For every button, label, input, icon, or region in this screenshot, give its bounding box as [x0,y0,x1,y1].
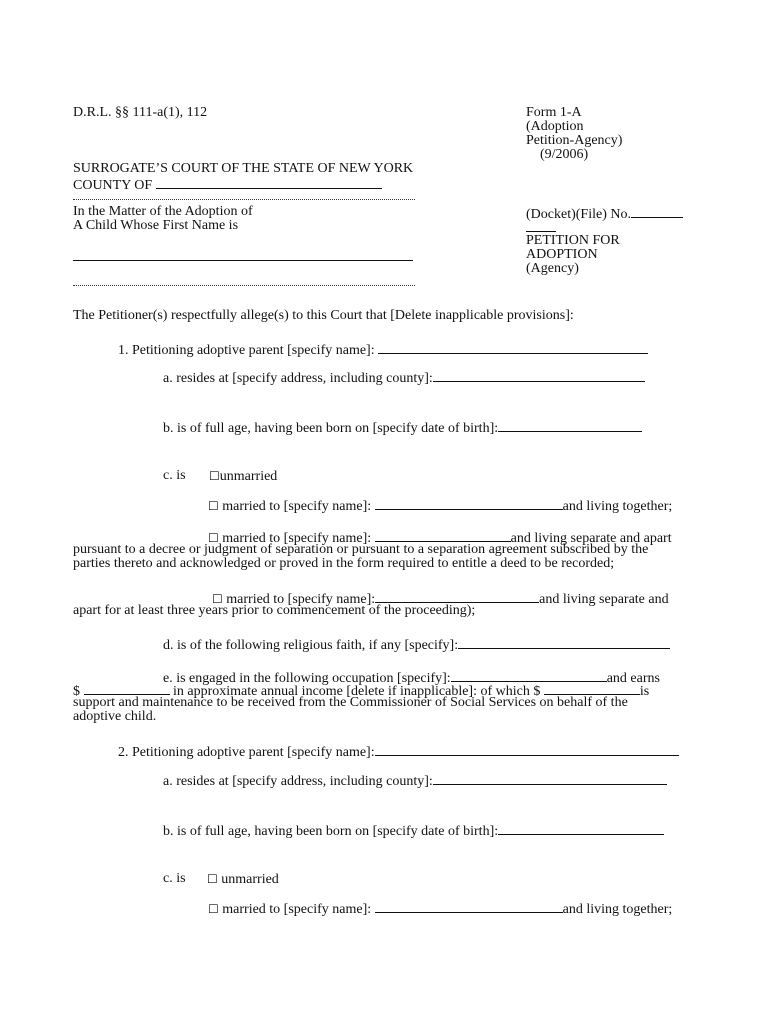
parent-2-married-together-option[interactable]: ☐ married to [specify name]: and living together; [208,902,673,917]
income-text-line-4: adoptive child. [73,709,157,724]
annual-income-blank[interactable] [84,682,170,695]
docket-blank[interactable] [631,205,683,218]
checkbox-icon[interactable]: ☐ [208,499,219,513]
parent-2-name-blank[interactable] [375,743,679,756]
form-number-line-2: (Adoption [526,119,584,134]
parent-1-unmarried-option[interactable]: ☐unmarried [209,469,278,484]
parent-2-dob-blank[interactable] [498,822,664,835]
income-line: $ in approximate annual income [delete if inapplicable]: of which $ is [73,684,650,699]
child-name-blank[interactable] [73,260,413,261]
parent-1-occupation: e. is engaged in the following occupation [specify]: and earns [163,671,660,686]
parent-2-age: b. is of full age, having been born on [specify date of birth]: [163,822,664,839]
petition-title-line-2: ADOPTION [526,247,598,262]
parent-1-spouse-separate-blank[interactable] [375,529,511,542]
checkbox-icon[interactable]: ☐ [208,531,219,545]
form-number-line-3: Petition-Agency) [526,133,623,148]
parent-2-spouse-together-blank[interactable] [375,900,563,913]
docket-line [526,205,683,222]
checkbox-icon[interactable]: ☐ [208,902,219,916]
parent-1-marital-label: c. is [163,468,186,483]
county-blank[interactable] [156,176,382,189]
caption-divider-bottom [73,285,415,286]
parent-2-unmarried-option[interactable]: ☐ unmarried [207,872,279,887]
form-number-line-1: Form 1-A [526,105,582,120]
parent-1-religion-blank[interactable] [458,636,670,649]
parent-1-age: b. is of full age, having been born on [specify date of birth]: [163,419,642,436]
court-name: SURROGATE’S COURT OF THE STATE OF NEW YORK [73,161,414,176]
parent-1-name-blank[interactable] [378,341,648,354]
parent-1-married-together-option[interactable]: ☐ married to [specify name]: and living together; [208,499,673,514]
checkbox-icon[interactable]: ☐ [212,592,223,606]
caption-divider-top [73,199,415,200]
form-number-line-4: (9/2006) [540,147,589,162]
parent-1-address-blank[interactable] [433,369,645,382]
petition-title-line-1: PETITION FOR [526,233,620,248]
matter-line-1: In the Matter of the Adoption of [73,204,253,219]
petition-title-line-3: (Agency) [526,261,579,276]
intro-statement: The Petitioner(s) respectfully allege(s) to this Court that [Delete inapplicable provisions]: [73,308,574,323]
parent-1-occupation-blank[interactable] [451,669,607,682]
docket-blank-2[interactable] [526,231,556,232]
section-1-heading: 1. Petitioning adoptive parent [specify name]: [118,341,648,358]
parent-1-married-separate-option[interactable]: ☐ married to [specify name]: and living separate and apart [208,531,672,546]
parent-1-three-years-option[interactable]: ☐ married to [specify name]: and living separate and [212,592,669,607]
parent-2-address-blank[interactable] [433,772,667,785]
separation-text-line-2: pursuant to a decree or judgment of separation or pursuant to a separation agreement subscribed by the [73,542,649,557]
docket-label: (Docket)(File) No. [526,207,631,222]
income-text-line-3: support and maintenance to be received from the Commissioner of Social Services on behalf of the [73,695,628,710]
parent-2-residence: a. resides at [specify address, including county]: [163,772,667,789]
checkbox-icon[interactable]: ☐ [209,469,220,483]
statute-reference: D.R.L. §§ 111-a(1), 112 [73,105,208,120]
separation-text-line-3: parties thereto and acknowledged or proved in the form required to entitle a deed to be recorded; [73,556,615,571]
three-years-text-line-2: apart for at least three years prior to commencement of the proceeding); [73,603,476,618]
county-line [73,176,382,193]
section-2-heading: 2. Petitioning adoptive parent [specify name]: [118,743,679,760]
support-amount-blank[interactable] [544,682,640,695]
parent-1-spouse-three-years-blank[interactable] [375,590,539,603]
checkbox-icon[interactable]: ☐ [207,872,218,886]
parent-1-spouse-together-blank[interactable] [375,497,563,510]
county-label: COUNTY OF [73,178,153,193]
parent-1-religion: d. is of the following religious faith, if any [specify]: [163,636,670,653]
parent-1-dob-blank[interactable] [498,419,642,432]
parent-1-residence: a. resides at [specify address, including county]: [163,369,645,386]
matter-line-2: A Child Whose First Name is [73,218,239,233]
parent-2-marital-label: c. is [163,871,186,886]
